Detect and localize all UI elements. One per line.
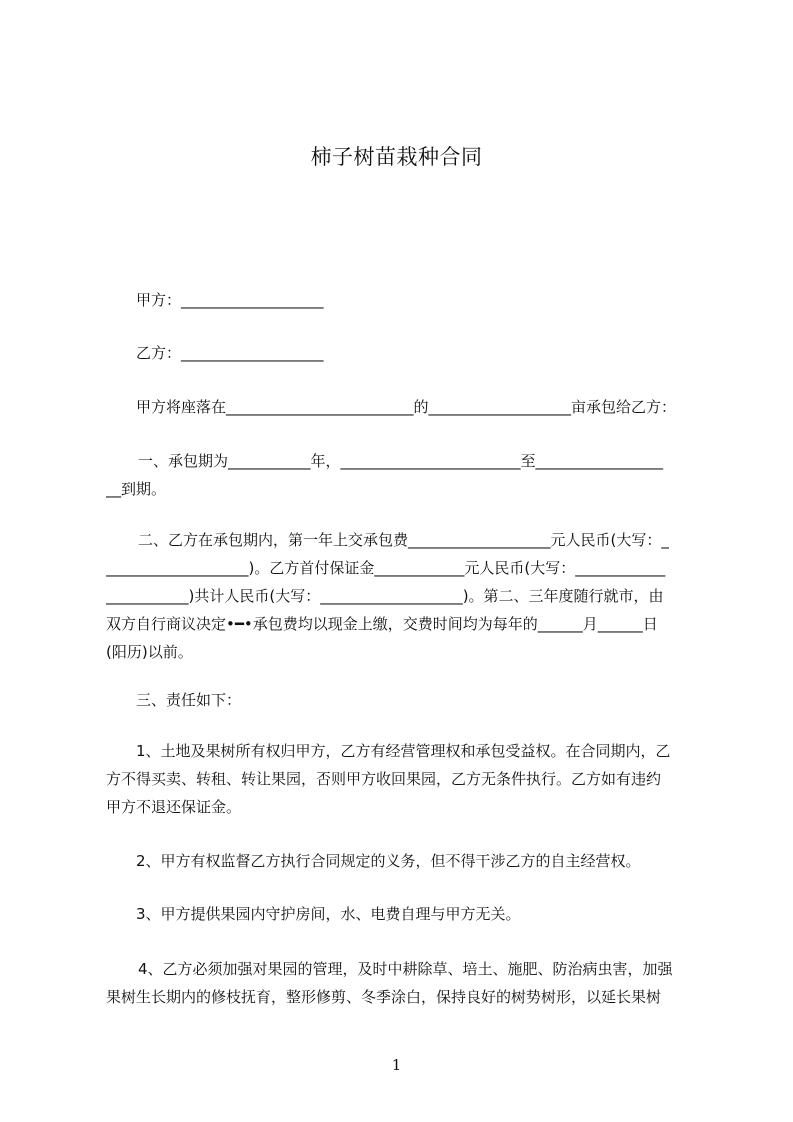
clause-1-line: 一、承包期为___________年，________________________至_________________: [138, 452, 664, 470]
item-4-line: 4、乙方必须加强对果园的管理，及时中耕除草、培土、施肥、防治病虫害，加强: [138, 960, 673, 978]
item-1-line: 1、土地及果树所有权归甲方，乙方有经营管理权和承包受益权。在合同期内，乙: [136, 742, 671, 760]
clause-2-line: ___________)共计人民币(大写：___________________)。第二、三年度随行就市，由: [106, 587, 664, 605]
responsibility-item-2: 2、甲方有权监督乙方执行合同规定的义务，但不得干涉乙方的自主经营权。: [136, 852, 641, 870]
clause-2-line: (阳历)以前。: [106, 643, 193, 661]
party-a-line: 甲方：___________________: [136, 291, 324, 309]
document-title: 柿子树苗栽种合同: [310, 145, 483, 169]
item-1-line: 甲方不退还保证金。: [106, 798, 242, 816]
responsibility-item-1: [106, 737, 706, 821]
clause-2-line: 二、乙方在承包期内，第一年上交承包费___________________元人民币(大写：_: [138, 531, 669, 549]
clause-1-line: __到期。: [106, 480, 167, 498]
responsibility-item-4: [106, 955, 706, 1011]
page-number: 1: [391, 1056, 402, 1074]
clause-1: [106, 447, 706, 503]
intro-paragraph: 甲方将座落在_________________________的___________________亩承包给乙方：: [136, 398, 677, 416]
clause-2-line: ___________________)。乙方首付保证金____________元人民币(大写：____________: [106, 559, 666, 577]
clause-2-line: 双方自行商议决定•━•承包费均以现金上缴，交费时间均为每年的______月______日: [106, 615, 658, 633]
item-4-line: 果树生长期内的修枝抚育，整形修剪、冬季涂白，保持良好的树势树形，以延长果树: [106, 988, 662, 1006]
item-1-line: 方不得买卖、转租、转让果园，否则甲方收回果园，乙方无条件执行。乙方如有违约: [106, 770, 662, 788]
party-b-line: 乙方：___________________: [136, 344, 324, 362]
responsibility-item-3: 3、甲方提供果园内守护房间，水、电费自理与甲方无关。: [136, 905, 521, 923]
clause-3-heading: 三、责任如下：: [136, 691, 242, 709]
clause-2: [106, 526, 706, 666]
